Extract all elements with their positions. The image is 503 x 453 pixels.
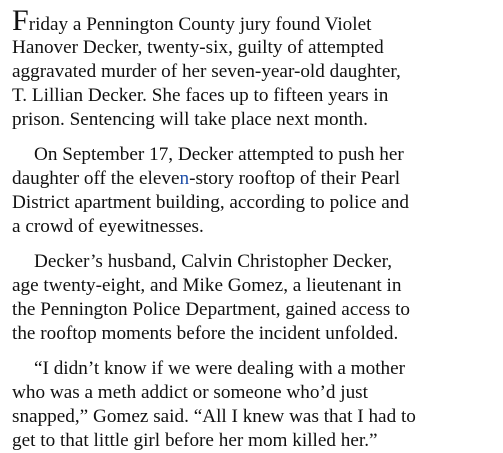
text-line: Hanover Decker, twenty-six, guilty of attempted xyxy=(12,37,384,58)
text-line: the rooftop moments before the incident unfolded. xyxy=(12,323,399,344)
paragraph-quote xyxy=(12,357,502,453)
text-line: Friday a Pennington County jury found Violet xyxy=(12,4,372,37)
text-line: “I didn’t know if we were dealing with a mother xyxy=(34,358,406,379)
paragraph-verdict xyxy=(12,0,502,132)
text-line: Decker’s husband, Calvin Christopher Decker, xyxy=(34,251,393,272)
text-line: who was a meth addict or someone who’d just xyxy=(12,382,368,403)
drop-cap: F xyxy=(12,4,29,37)
text-line: aggravated murder of her seven-year-old daughter, xyxy=(12,61,401,82)
text-line: On September 17, Decker attempted to push her xyxy=(34,144,404,165)
text-line: T. Lillian Decker. She faces up to fifteen years in xyxy=(12,85,389,106)
paragraph-incident xyxy=(12,143,502,239)
text-line: District apartment building, according to police and xyxy=(12,192,409,213)
text-line: daughter off the eleven-story rooftop of their Pearl xyxy=(12,168,401,189)
highlighted-letter: n xyxy=(179,168,190,189)
paragraph-rescuers xyxy=(12,250,502,346)
text-line: get to that little girl before her mom killed her.” xyxy=(12,430,378,451)
text-line: the Pennington Police Department, gained access to xyxy=(12,299,411,320)
article-body xyxy=(12,0,502,453)
text-line: age twenty-eight, and Mike Gomez, a lieutenant in xyxy=(12,275,402,296)
text-line: a crowd of eyewitnesses. xyxy=(12,216,204,237)
text-line: snapped,” Gomez said. “All I knew was that I had to xyxy=(12,406,416,427)
text-line: prison. Sentencing will take place next month. xyxy=(12,109,368,130)
